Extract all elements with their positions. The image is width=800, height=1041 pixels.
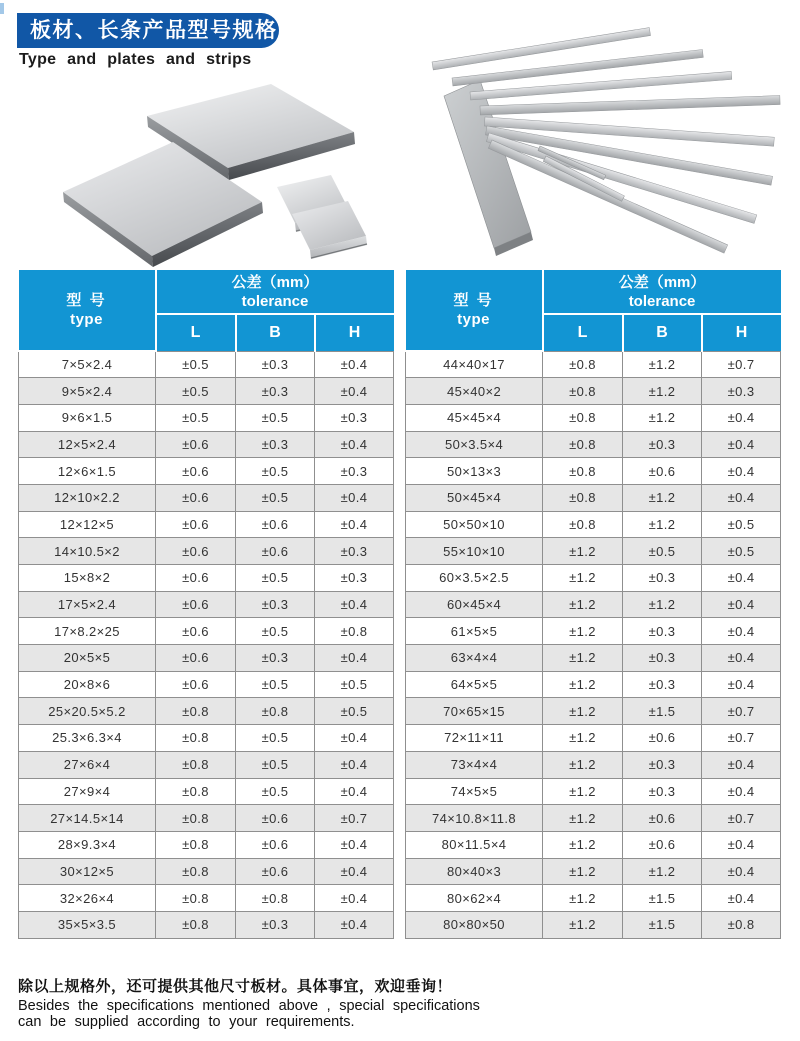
type-cell: 45×45×4: [406, 404, 543, 431]
tolerance-cell: ±0.3: [315, 538, 394, 565]
tolerance-cell: ±0.5: [236, 751, 315, 778]
tolerance-cell: ±0.4: [702, 431, 781, 458]
footer-note-en-line1: Besides the specifications mentioned above , special specifications: [18, 998, 480, 1014]
tolerance-cell: ±0.5: [236, 484, 315, 511]
col-header-B: B: [236, 314, 315, 351]
table-row: [19, 645, 394, 672]
tolerance-cell: ±1.2: [543, 698, 623, 725]
table-row: [19, 458, 394, 485]
tolerance-cell: ±0.3: [623, 565, 702, 592]
tolerance-cell: ±0.7: [702, 698, 781, 725]
tolerance-cell: ±1.2: [623, 404, 702, 431]
table-row: [19, 511, 394, 538]
tolerance-cell: ±0.5: [236, 778, 315, 805]
tolerance-cell: ±0.5: [156, 404, 236, 431]
type-cell: 20×5×5: [19, 645, 156, 672]
table-row: [406, 565, 781, 592]
tolerance-cell: ±0.3: [623, 671, 702, 698]
tolerance-cell: ±0.8: [543, 351, 623, 378]
type-cell: 80×40×3: [406, 858, 543, 885]
tolerance-cell: ±0.4: [315, 751, 394, 778]
col-header-L: L: [156, 314, 236, 351]
type-cell: 64×5×5: [406, 671, 543, 698]
tolerance-cell: ±0.6: [236, 831, 315, 858]
table-row: [406, 725, 781, 752]
tolerance-cell: ±0.4: [702, 484, 781, 511]
type-cell: 12×10×2.2: [19, 484, 156, 511]
tolerance-cell: ±1.2: [543, 751, 623, 778]
table-row: [19, 351, 394, 378]
type-cell: 70×65×15: [406, 698, 543, 725]
page-edge-mark: [0, 3, 4, 14]
col-header-tolerance-zh: 公差（mm）: [618, 273, 706, 291]
tolerance-cell: ±0.6: [623, 725, 702, 752]
tolerance-cell: ±1.2: [623, 591, 702, 618]
type-cell: 12×5×2.4: [19, 431, 156, 458]
type-cell: 50×45×4: [406, 484, 543, 511]
table-row: [19, 805, 394, 832]
table-row: [19, 778, 394, 805]
type-cell: 61×5×5: [406, 618, 543, 645]
col-header-type: [19, 270, 156, 351]
tolerance-cell: ±0.4: [315, 431, 394, 458]
type-cell: 25×20.5×5.2: [19, 698, 156, 725]
type-cell: 50×50×10: [406, 511, 543, 538]
type-cell: 7×5×2.4: [19, 351, 156, 378]
tolerance-cell: ±0.4: [702, 618, 781, 645]
tolerance-cell: ±0.6: [156, 484, 236, 511]
type-cell: 15×8×2: [19, 565, 156, 592]
tolerance-cell: ±0.6: [156, 538, 236, 565]
col-header-tolerance-zh: 公差（mm）: [231, 273, 319, 291]
table-row: [406, 538, 781, 565]
tolerance-cell: ±0.7: [315, 805, 394, 832]
tolerance-cell: ±0.5: [315, 698, 394, 725]
tolerance-cell: ±0.4: [315, 778, 394, 805]
table-row: [406, 805, 781, 832]
page-subtitle: Type and plates and strips: [19, 51, 252, 68]
tolerance-cell: ±0.3: [623, 778, 702, 805]
tolerance-cell: ±0.5: [236, 458, 315, 485]
tolerance-cell: ±0.5: [702, 538, 781, 565]
type-cell: 25.3×6.3×4: [19, 725, 156, 752]
type-cell: 50×3.5×4: [406, 431, 543, 458]
type-cell: 63×4×4: [406, 645, 543, 672]
type-cell: 27×9×4: [19, 778, 156, 805]
page-title: 板材、长条产品型号规格: [17, 13, 279, 48]
type-cell: 60×45×4: [406, 591, 543, 618]
type-cell: 35×5×3.5: [19, 911, 156, 938]
tolerance-cell: ±1.5: [623, 885, 702, 912]
tolerance-cell: ±0.5: [702, 511, 781, 538]
type-cell: 12×6×1.5: [19, 458, 156, 485]
tolerance-cell: ±1.5: [623, 698, 702, 725]
tolerance-cell: ±0.8: [543, 458, 623, 485]
tolerance-cell: ±0.3: [623, 618, 702, 645]
table-row: [19, 885, 394, 912]
table-row: [19, 538, 394, 565]
tolerance-cell: ±0.8: [236, 885, 315, 912]
tolerance-cell: ±0.3: [236, 591, 315, 618]
tolerance-cell: ±1.2: [623, 511, 702, 538]
type-cell: 28×9.3×4: [19, 831, 156, 858]
plate-small-stack: [277, 175, 367, 259]
table-row: [406, 911, 781, 938]
spec-tables: [18, 270, 780, 939]
table-row: [406, 431, 781, 458]
tolerance-cell: ±1.2: [543, 591, 623, 618]
footer-note: [18, 975, 480, 1030]
type-cell: 74×10.8×11.8: [406, 805, 543, 832]
tolerance-cell: ±0.4: [315, 511, 394, 538]
tolerance-cell: ±0.3: [236, 645, 315, 672]
col-header-H: H: [702, 314, 781, 351]
tolerance-cell: ±0.3: [236, 431, 315, 458]
col-header-type: [406, 270, 543, 351]
tolerance-cell: ±0.5: [236, 618, 315, 645]
type-cell: 27×6×4: [19, 751, 156, 778]
tolerance-cell: ±0.8: [156, 805, 236, 832]
table-row: [19, 831, 394, 858]
tolerance-cell: ±0.4: [315, 591, 394, 618]
tolerance-cell: ±0.4: [702, 885, 781, 912]
table-row: [19, 751, 394, 778]
tolerance-cell: ±0.3: [236, 911, 315, 938]
tolerance-cell: ±0.8: [156, 911, 236, 938]
type-cell: 30×12×5: [19, 858, 156, 885]
tolerance-cell: ±0.4: [315, 351, 394, 378]
tolerance-cell: ±0.4: [702, 831, 781, 858]
tolerance-cell: ±0.6: [156, 565, 236, 592]
spec-table-left: [18, 270, 394, 939]
type-cell: 14×10.5×2: [19, 538, 156, 565]
tolerance-cell: ±1.2: [543, 725, 623, 752]
table-row: [19, 671, 394, 698]
tolerance-cell: ±1.2: [543, 805, 623, 832]
col-header-type-en: type: [457, 311, 490, 328]
tolerance-cell: ±0.8: [543, 511, 623, 538]
tolerance-cell: ±0.8: [156, 831, 236, 858]
tolerance-cell: ±1.2: [543, 645, 623, 672]
tolerance-cell: ±0.7: [702, 725, 781, 752]
col-header-tolerance: [156, 270, 394, 314]
table-row: [406, 591, 781, 618]
table-row: [406, 458, 781, 485]
col-header-type-zh: 型 号: [66, 292, 107, 309]
tolerance-cell: ±0.8: [543, 404, 623, 431]
type-cell: 55×10×10: [406, 538, 543, 565]
tolerance-cell: ±0.3: [702, 378, 781, 405]
tolerance-cell: ±0.5: [236, 725, 315, 752]
tolerance-cell: ±0.8: [543, 484, 623, 511]
tolerance-cell: ±0.4: [315, 645, 394, 672]
tolerance-cell: ±0.8: [156, 778, 236, 805]
tolerance-cell: ±0.6: [623, 805, 702, 832]
tolerance-cell: ±0.4: [702, 458, 781, 485]
tolerance-cell: ±0.6: [156, 671, 236, 698]
tolerance-cell: ±1.2: [543, 831, 623, 858]
col-header-tolerance: [543, 270, 781, 314]
plates-product-image: [55, 72, 400, 267]
tolerance-cell: ±0.3: [315, 565, 394, 592]
tolerance-cell: ±0.6: [623, 458, 702, 485]
tolerance-cell: ±1.2: [543, 858, 623, 885]
tolerance-cell: ±0.8: [543, 378, 623, 405]
type-cell: 73×4×4: [406, 751, 543, 778]
type-cell: 32×26×4: [19, 885, 156, 912]
col-header-L: L: [543, 314, 623, 351]
tolerance-cell: ±0.4: [702, 591, 781, 618]
type-cell: 72×11×11: [406, 725, 543, 752]
tolerance-cell: ±0.5: [315, 671, 394, 698]
tolerance-cell: ±0.6: [236, 538, 315, 565]
type-cell: 50×13×3: [406, 458, 543, 485]
table-row: [19, 725, 394, 752]
table-row: [406, 484, 781, 511]
table-row: [406, 698, 781, 725]
table-row: [406, 618, 781, 645]
col-header-type-zh: 型 号: [453, 292, 494, 309]
type-cell: 60×3.5×2.5: [406, 565, 543, 592]
tolerance-cell: ±0.6: [623, 831, 702, 858]
tolerance-cell: ±0.8: [315, 618, 394, 645]
tolerance-cell: ±0.8: [156, 751, 236, 778]
tolerance-cell: ±0.4: [702, 671, 781, 698]
tolerance-cell: ±0.8: [156, 858, 236, 885]
tolerance-cell: ±0.4: [315, 725, 394, 752]
table-row: [19, 858, 394, 885]
tolerance-cell: ±0.4: [315, 911, 394, 938]
table-row: [406, 831, 781, 858]
tolerance-cell: ±0.4: [315, 831, 394, 858]
type-cell: 80×11.5×4: [406, 831, 543, 858]
tolerance-cell: ±0.4: [315, 885, 394, 912]
col-header-H: H: [315, 314, 394, 351]
table-row: [19, 404, 394, 431]
tolerance-cell: ±0.8: [236, 698, 315, 725]
tolerance-cell: ±0.4: [702, 645, 781, 672]
tolerance-cell: ±0.3: [623, 645, 702, 672]
tolerance-cell: ±0.5: [156, 351, 236, 378]
tolerance-cell: ±0.6: [156, 618, 236, 645]
type-cell: 27×14.5×14: [19, 805, 156, 832]
tolerance-cell: ±1.2: [543, 778, 623, 805]
tolerance-cell: ±0.3: [236, 351, 315, 378]
type-cell: 44×40×17: [406, 351, 543, 378]
table-row: [19, 484, 394, 511]
tolerance-cell: ±0.5: [623, 538, 702, 565]
tolerance-cell: ±0.7: [702, 351, 781, 378]
type-cell: 74×5×5: [406, 778, 543, 805]
table-row: [19, 911, 394, 938]
type-cell: 80×62×4: [406, 885, 543, 912]
type-cell: 9×6×1.5: [19, 404, 156, 431]
tolerance-cell: ±0.6: [236, 858, 315, 885]
tolerance-cell: ±0.3: [315, 404, 394, 431]
tolerance-cell: ±1.2: [623, 858, 702, 885]
tolerance-cell: ±0.8: [156, 698, 236, 725]
tolerance-cell: ±0.6: [236, 511, 315, 538]
spec-table-right: [405, 270, 781, 939]
table-row: [406, 858, 781, 885]
type-cell: 17×8.2×25: [19, 618, 156, 645]
type-cell: 12×12×5: [19, 511, 156, 538]
tolerance-cell: ±0.6: [156, 511, 236, 538]
col-header-type-en: type: [70, 311, 103, 328]
table-row: [406, 885, 781, 912]
table-row: [406, 404, 781, 431]
tolerance-cell: ±0.7: [702, 805, 781, 832]
tolerance-cell: ±1.2: [543, 911, 623, 938]
type-cell: 45×40×2: [406, 378, 543, 405]
tolerance-cell: ±0.4: [702, 565, 781, 592]
tolerance-cell: ±0.5: [236, 404, 315, 431]
footer-note-zh: 除以上规格外，还可提供其他尺寸板材。具体事宜，欢迎垂询！: [18, 978, 453, 995]
table-row: [19, 378, 394, 405]
strips-product-image: [390, 20, 790, 265]
tolerance-cell: ±1.2: [543, 538, 623, 565]
tolerance-cell: ±1.2: [543, 565, 623, 592]
tolerance-cell: ±0.6: [156, 431, 236, 458]
tolerance-cell: ±0.4: [702, 751, 781, 778]
table-row: [406, 778, 781, 805]
tolerance-cell: ±1.2: [623, 484, 702, 511]
table-row: [19, 431, 394, 458]
tolerance-cell: ±1.2: [543, 618, 623, 645]
type-cell: 17×5×2.4: [19, 591, 156, 618]
tolerance-cell: ±0.8: [156, 885, 236, 912]
table-row: [19, 618, 394, 645]
tolerance-cell: ±0.3: [623, 431, 702, 458]
tolerance-cell: ±1.5: [623, 911, 702, 938]
tolerance-cell: ±0.8: [156, 725, 236, 752]
tolerance-cell: ±0.6: [156, 591, 236, 618]
tolerance-cell: ±0.3: [236, 378, 315, 405]
table-row: [19, 698, 394, 725]
tolerance-cell: ±0.5: [236, 671, 315, 698]
table-row: [406, 511, 781, 538]
tolerance-cell: ±0.5: [236, 565, 315, 592]
tolerance-cell: ±0.8: [543, 431, 623, 458]
tolerance-cell: ±0.3: [623, 751, 702, 778]
type-cell: 80×80×50: [406, 911, 543, 938]
tolerance-cell: ±1.2: [623, 351, 702, 378]
table-row: [19, 591, 394, 618]
footer-note-en-line2: can be supplied according to your requirements.: [18, 1014, 355, 1030]
table-row: [406, 645, 781, 672]
tolerance-cell: ±0.6: [156, 458, 236, 485]
table-row: [406, 351, 781, 378]
table-row: [406, 671, 781, 698]
tolerance-cell: ±1.2: [623, 378, 702, 405]
tolerance-cell: ±0.4: [315, 378, 394, 405]
tolerance-cell: ±0.6: [156, 645, 236, 672]
tolerance-cell: ±0.5: [156, 378, 236, 405]
col-header-tolerance-en: tolerance: [241, 292, 309, 310]
tolerance-cell: ±0.4: [702, 778, 781, 805]
type-cell: 9×5×2.4: [19, 378, 156, 405]
tolerance-cell: ±0.4: [702, 404, 781, 431]
tolerance-cell: ±0.4: [315, 484, 394, 511]
table-row: [406, 751, 781, 778]
tolerance-cell: ±0.8: [702, 911, 781, 938]
tolerance-cell: ±0.3: [315, 458, 394, 485]
table-row: [19, 565, 394, 592]
tolerance-cell: ±0.4: [315, 858, 394, 885]
tolerance-cell: ±1.2: [543, 671, 623, 698]
tolerance-cell: ±0.4: [702, 858, 781, 885]
type-cell: 20×8×6: [19, 671, 156, 698]
table-row: [406, 378, 781, 405]
tolerance-cell: ±0.6: [236, 805, 315, 832]
tolerance-cell: ±1.2: [543, 885, 623, 912]
col-header-tolerance-en: tolerance: [628, 292, 696, 310]
col-header-B: B: [623, 314, 702, 351]
